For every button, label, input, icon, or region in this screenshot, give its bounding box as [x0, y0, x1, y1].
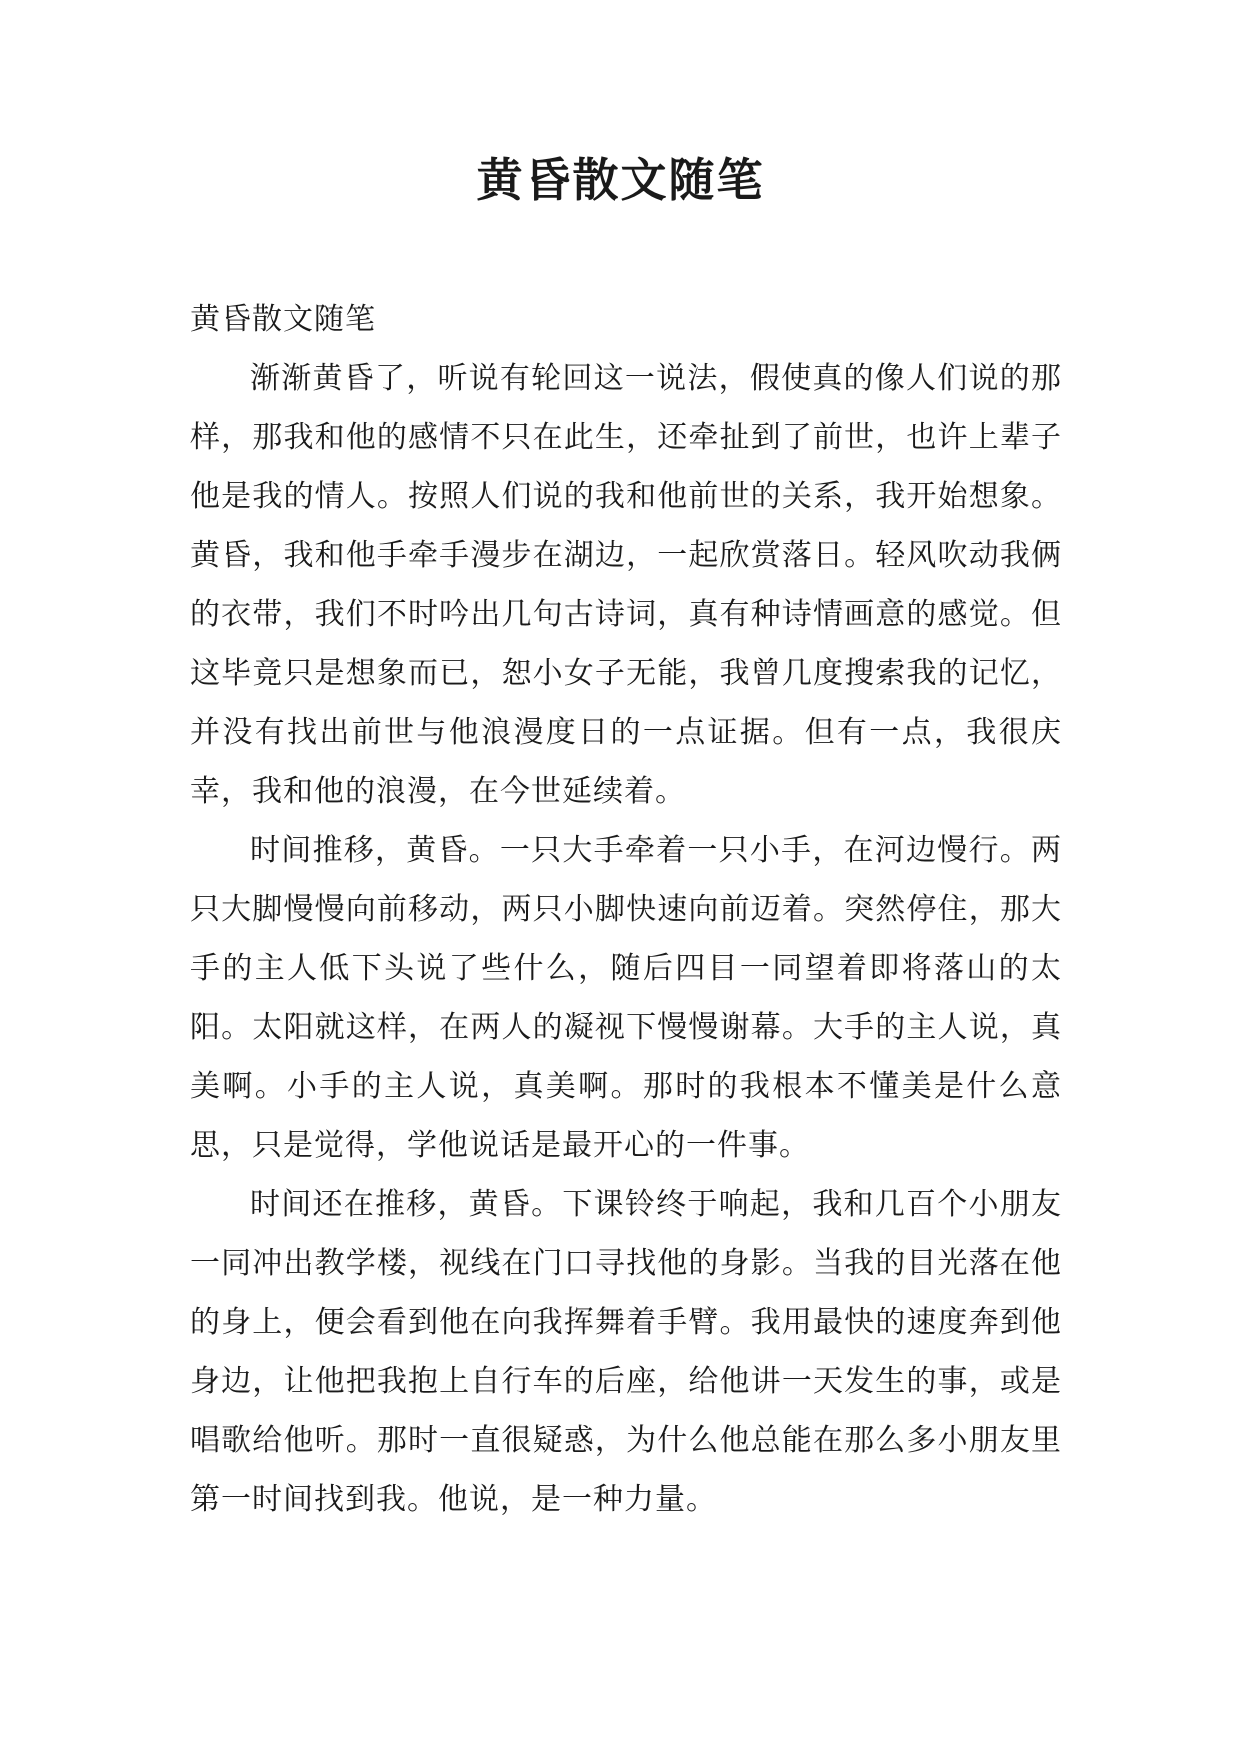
paragraph-2: 时间推移，黄昏。一只大手牵着一只小手，在河边慢行。两只大脚慢慢向前移动，两只小脚快速向前迈着。突然停住，那大手的主人低下头说了些什么，随后四目一同望着即将落山的太阳。太阳就这样，在两人的凝视下慢慢谢幕。大手的主人说，真美啊。小手的主人说，真美啊。那时的我根本不懂美是什么意思，只是觉得，学他说话是最开心的一件事。 — [190, 833, 1062, 1163]
document-title: 黄昏散文随笔 — [476, 153, 765, 207]
document-subtitle: 黄昏散文随笔 — [190, 302, 376, 337]
paragraph-3: 时间还在推移，黄昏。下课铃终于响起，我和几百个小朋友一同冲出教学楼，视线在门口寻找他的身影。当我的目光落在他的身上，便会看到他在向我挥舞着手臂。我用最快的速度奔到他身边，让他把我抱上自行车的后座，给他讲一天发生的事，或是唱歌给他听。那时一直很疑惑，为什么他总能在那么多小朋友里第一时间找到我。他说，是一种力量。 — [190, 1187, 1062, 1517]
paragraph-1: 渐渐黄昏了，听说有轮回这一说法，假使真的像人们说的那样，那我和他的感情不只在此生，还牵扯到了前世，也许上辈子他是我的情人。按照人们说的我和他前世的关系，我开始想象。黄昏，我和他手牵手漫步在湖边，一起欣赏落日。轻风吹动我俩的衣带，我们不时吟出几句古诗词，真有种诗情画意的感觉。但这毕竟只是想象而已，恕小女子无能，我曾几度搜索我的记忆，并没有找出前世与他浪漫度日的一点证据。但有一点，我很庆幸，我和他的浪漫，在今世延续着。 — [190, 361, 1062, 809]
document-body — [190, 290, 1062, 1529]
